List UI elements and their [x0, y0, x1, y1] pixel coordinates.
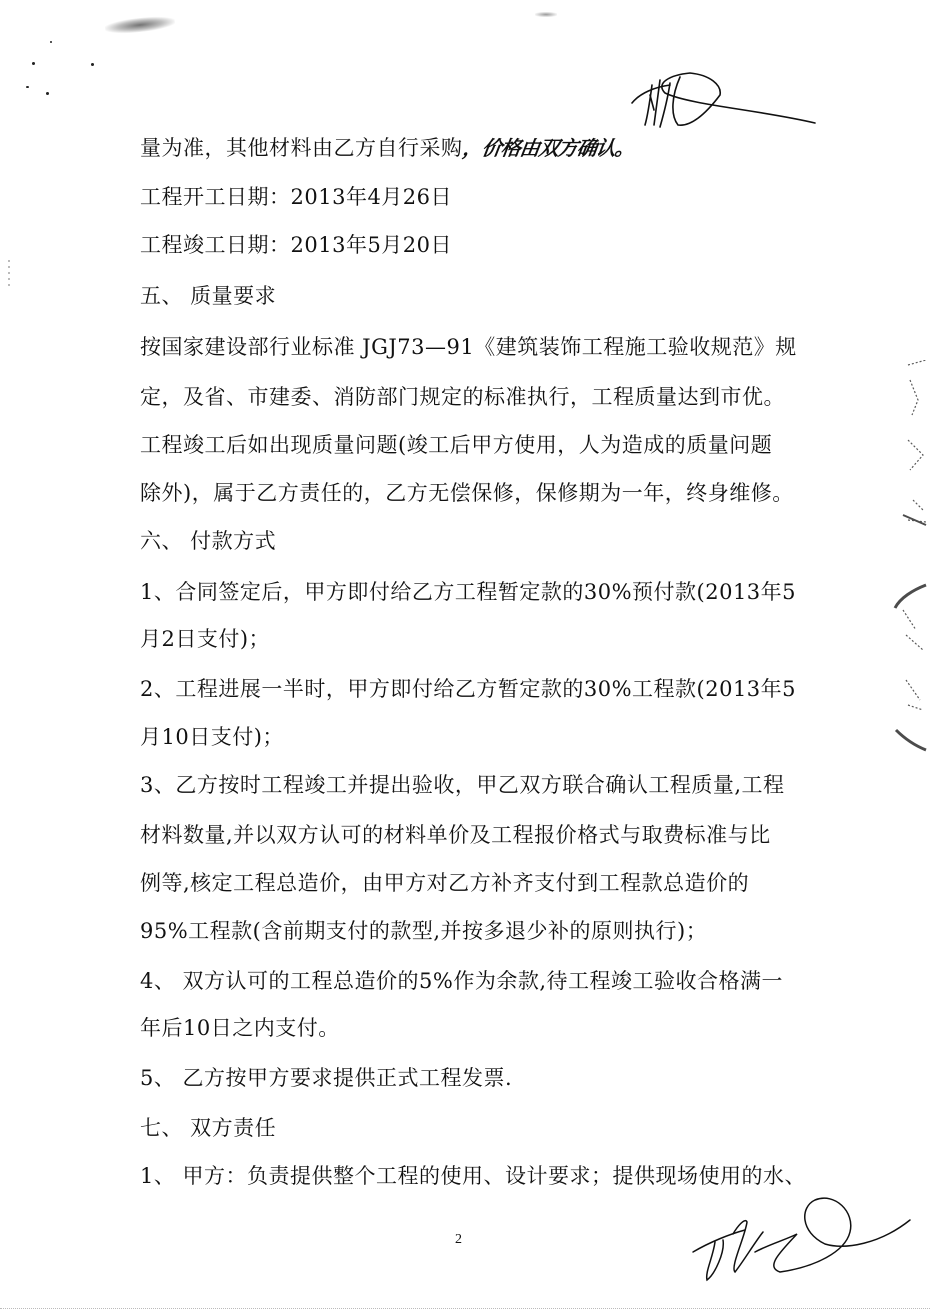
printed-text: 量为准，其他材料由乙方自行采购 — [140, 136, 463, 160]
section-heading-payment: 六、 付款方式 — [140, 529, 277, 553]
seal-stamp-icon — [868, 360, 930, 760]
payment-item-4: 4、 双方认可的工程总造价的5%作为余款,待工程竣工验收合格满一 — [140, 969, 784, 993]
handwritten-note: ，价格由双方确认。 — [460, 136, 636, 160]
payment-item-1: 1、合同签定后，甲方即付给乙方工程暂定款的30%预付款(2013年5 — [140, 580, 797, 604]
payment-item-2-cont: 月10日支付)； — [140, 725, 284, 749]
scan-noise-mark — [104, 14, 175, 35]
scan-margin-dots — [8, 260, 10, 290]
payment-item-3-cont: 例等,核定工程总造价，由甲方对乙方补齐支付到工程款总造价的 — [140, 871, 750, 895]
scan-bottom-edge — [0, 1308, 930, 1310]
text-line-completion-date: 工程竣工日期：2013年5月20日 — [140, 233, 453, 257]
text-line-materials — [140, 133, 634, 163]
section-heading-responsibilities: 七、 双方责任 — [140, 1116, 277, 1140]
payment-item-4-cont: 年后10日之内支付。 — [140, 1016, 340, 1040]
payment-item-3-cont: 95%工程款(含前期支付的款型,并按多退少补的原则执行)； — [140, 919, 708, 943]
scan-noise-mark — [535, 12, 557, 17]
scan-speck — [46, 92, 49, 95]
text-line: 工程竣工后如出现质量问题(竣工后甲方使用，人为造成的质量问题 — [140, 433, 773, 457]
scan-speck — [26, 86, 29, 88]
payment-item-3: 3、乙方按时工程竣工并提出验收，甲乙双方联合确认工程质量,工程 — [140, 773, 785, 797]
page-number: 2 — [455, 1232, 462, 1247]
scan-speck — [50, 41, 52, 43]
text-line: 按国家建设部行业标准 JGJ73—91《建筑装饰工程施工验收规范》规 — [140, 335, 797, 359]
signature-bottom-icon — [685, 1192, 930, 1292]
payment-item-3-cont: 材料数量,并以双方认可的材料单价及工程报价格式与取费标准与比 — [140, 823, 771, 847]
section-heading-quality: 五、 质量要求 — [140, 284, 277, 308]
scan-speck — [32, 62, 35, 65]
scan-speck — [91, 63, 94, 66]
payment-item-2: 2、工程进展一半时，甲方即付给乙方暂定款的30%工程款(2013年5 — [140, 677, 797, 701]
payment-item-1-cont: 月2日支付)； — [140, 627, 271, 651]
text-line: 除外)，属于乙方责任的，乙方无偿保修，保修期为一年，终身维修。 — [140, 481, 794, 505]
text-line: 定，及省、市建委、消防部门规定的标准执行，工程质量达到市优。 — [140, 385, 785, 409]
text-line-start-date: 工程开工日期：2013年4月26日 — [140, 185, 453, 209]
signature-top-icon — [610, 65, 840, 145]
responsibility-item-1: 1、 甲方：负责提供整个工程的使用、设计要求；提供现场使用的水、 — [140, 1164, 807, 1188]
payment-item-5: 5、 乙方按甲方要求提供正式工程发票. — [140, 1066, 513, 1090]
